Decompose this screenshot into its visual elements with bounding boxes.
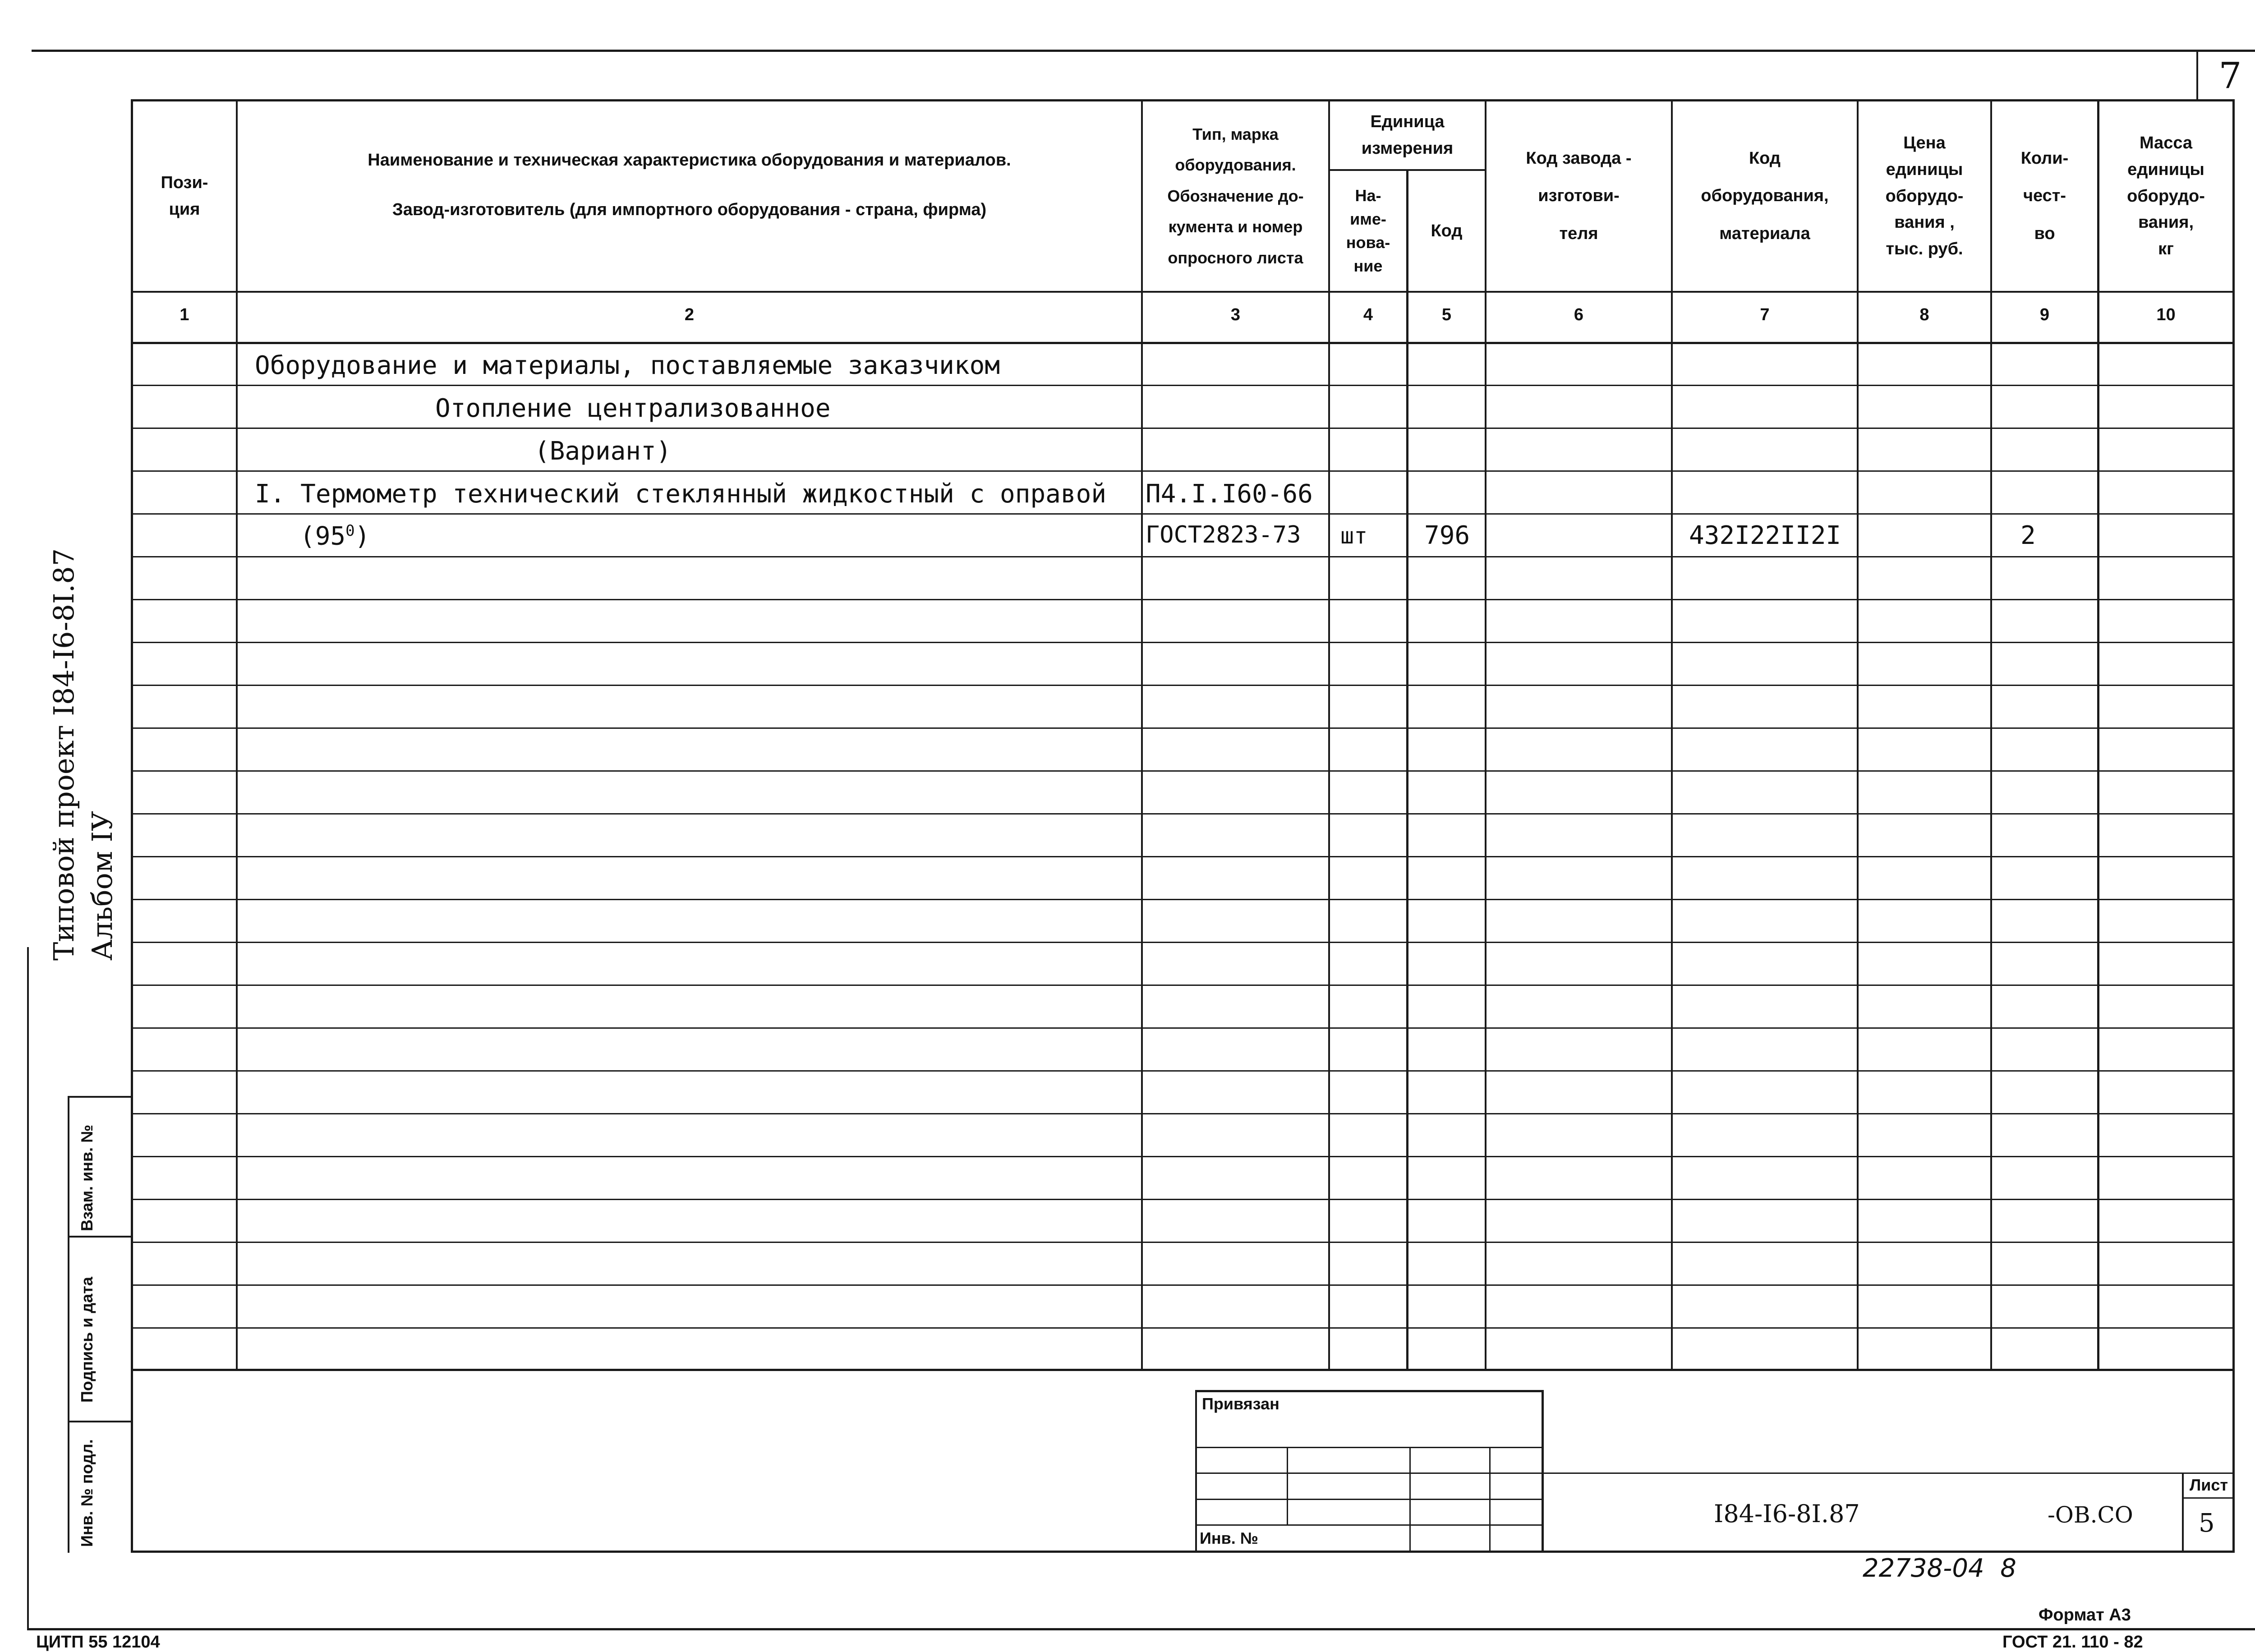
colnum-3: 3 — [1230, 305, 1241, 324]
row-item-type: П4.I.I60-66 — [1146, 479, 1313, 509]
header-type: Тип, марка оборудования. Обозначение до- кумента и номер опросного листа — [1167, 125, 1304, 267]
header-price: Цена единицы оборудо- вания , тыс. руб. — [1885, 133, 1964, 259]
tb-line — [1409, 1447, 1411, 1551]
row-variant: (Вариант) — [534, 437, 672, 466]
header-mass: Масса единицы оборудо- вания, кг — [2127, 133, 2205, 259]
sheet-number-box-left — [2196, 50, 2198, 99]
table-colnum-bottom-line — [131, 342, 2235, 344]
row-section-title: Оборудование и материалы, поставляемые заказчиком — [255, 351, 1000, 380]
header-factory-code: Код завода - изготови- теля — [1526, 148, 1632, 243]
row-line — [131, 1070, 2235, 1072]
table-bottom-line — [131, 1369, 2235, 1371]
header-position: Пози- ция — [161, 173, 208, 219]
stamp-col-left — [68, 1096, 69, 1553]
top-border-line — [32, 50, 2255, 52]
table-right-line — [2232, 99, 2235, 1553]
tb-doc-suffix: -ОВ.СО — [2048, 1502, 2133, 1528]
tb-line — [1489, 1447, 1491, 1551]
colnum-2: 2 — [684, 305, 695, 324]
row-item-gost: ГОСТ2823-73 — [1146, 521, 1301, 548]
tb-line — [1195, 1390, 1542, 1392]
row-line — [131, 385, 2235, 386]
tb-line — [1542, 1390, 1544, 1551]
colnum-5: 5 — [1441, 305, 1452, 324]
tb-sheet-value: 5 — [2199, 1509, 2215, 1538]
row-line — [131, 1327, 2235, 1329]
tb-inv-label: Инв. № — [1200, 1529, 1258, 1547]
colnum-1: 1 — [179, 305, 189, 324]
tb-sheet-box-left — [2182, 1473, 2184, 1553]
tb-line — [1287, 1447, 1288, 1524]
row-item-name-cont-text: (95 — [300, 521, 346, 551]
stamp-line — [68, 1421, 132, 1422]
header-name-line2: Завод-изготовитель (для импортного оборудования - страна, фирма) — [392, 200, 987, 219]
row-line — [131, 899, 2235, 900]
row-line — [131, 770, 2235, 772]
row-item-name-cont — [300, 523, 370, 549]
tb-line — [1195, 1473, 2235, 1474]
row-line — [131, 813, 2235, 814]
side-label-album: Альбом IУ — [86, 811, 119, 961]
row-item-unit-code: 796 — [1424, 521, 1470, 550]
header-unit-code: Код — [1431, 221, 1463, 240]
format-label: Формат А3 — [2039, 1606, 2131, 1624]
row-line — [131, 985, 2235, 986]
row-line — [131, 856, 2235, 857]
row-item-name-cont-end: ) — [354, 521, 370, 551]
col-line — [1406, 169, 1408, 1370]
sheet-number: 7 — [2218, 55, 2242, 97]
row-line — [131, 1199, 2235, 1200]
gost-label: ГОСТ 21. 110 - 82 — [2002, 1633, 2143, 1652]
stamp-line — [68, 1236, 132, 1238]
row-line — [131, 727, 2235, 729]
archive-number: 22738-04 8 — [1863, 1554, 2016, 1583]
degree-superscript: 0 — [345, 522, 355, 540]
colnum-8: 8 — [1919, 305, 1929, 324]
row-subsection-title: Отопление централизованное — [435, 394, 831, 423]
tb-line — [1195, 1390, 1197, 1551]
stamp-vzam-label: Взам. инв. № — [78, 1124, 96, 1231]
row-item-equipment-code: 432I22II2I — [1689, 521, 1841, 550]
header-name-line1: Наименование и техническая характеристика оборудования и материалов. — [368, 150, 1011, 170]
colnum-6: 6 — [1574, 305, 1584, 324]
row-line — [131, 1027, 2235, 1029]
tb-doc-code: I84-I6-8I.87 — [1714, 1500, 1860, 1528]
side-label-project: Типовой проект I84-I6-8I.87 — [47, 548, 80, 961]
row-line — [131, 556, 2235, 557]
row-item-quantity: 2 — [2020, 521, 2036, 550]
stamp-line — [68, 1096, 132, 1098]
tb-sheet-label: Лист — [2190, 1476, 2228, 1494]
row-line — [131, 942, 2235, 943]
colnum-10: 10 — [2156, 305, 2176, 324]
stamp-podpis-label: Подпись и дата — [78, 1277, 96, 1403]
header-quantity: Коли- чест- во — [2020, 148, 2069, 243]
row-item-name: I. Термометр технический стеклянный жидкостный с оправой — [255, 479, 1107, 509]
header-unit-name: На- име- нова- ние — [1346, 186, 1390, 276]
print-code: ЦИТП 55 12104 — [36, 1633, 160, 1652]
colnum-7: 7 — [1760, 305, 1770, 324]
row-line — [131, 599, 2235, 600]
row-line — [131, 642, 2235, 643]
col-line — [236, 99, 238, 1370]
tb-privyazan-label: Привязан — [1202, 1394, 1279, 1413]
colnum-9: 9 — [2039, 305, 2050, 324]
row-line — [131, 470, 2235, 472]
header-unit-group: Единица измерения — [1361, 112, 1454, 158]
frame-left-line — [27, 947, 29, 1630]
row-item-unit-name: шт — [1340, 523, 1368, 549]
tb-sheet-box-mid — [2182, 1497, 2235, 1499]
row-line — [131, 1113, 2235, 1114]
row-line — [131, 428, 2235, 429]
row-line — [131, 685, 2235, 686]
row-line — [131, 513, 2235, 515]
header-equipment-code: Код оборудования, материала — [1701, 148, 1829, 243]
row-line — [131, 1284, 2235, 1286]
row-line — [131, 1156, 2235, 1157]
colnum-4: 4 — [1363, 305, 1373, 324]
stamp-inv-label: Инв. № подл. — [78, 1439, 96, 1547]
frame-inner-bottom-line — [131, 1551, 2235, 1553]
row-line — [131, 1242, 2235, 1243]
frame-bottom-line — [27, 1628, 2255, 1630]
